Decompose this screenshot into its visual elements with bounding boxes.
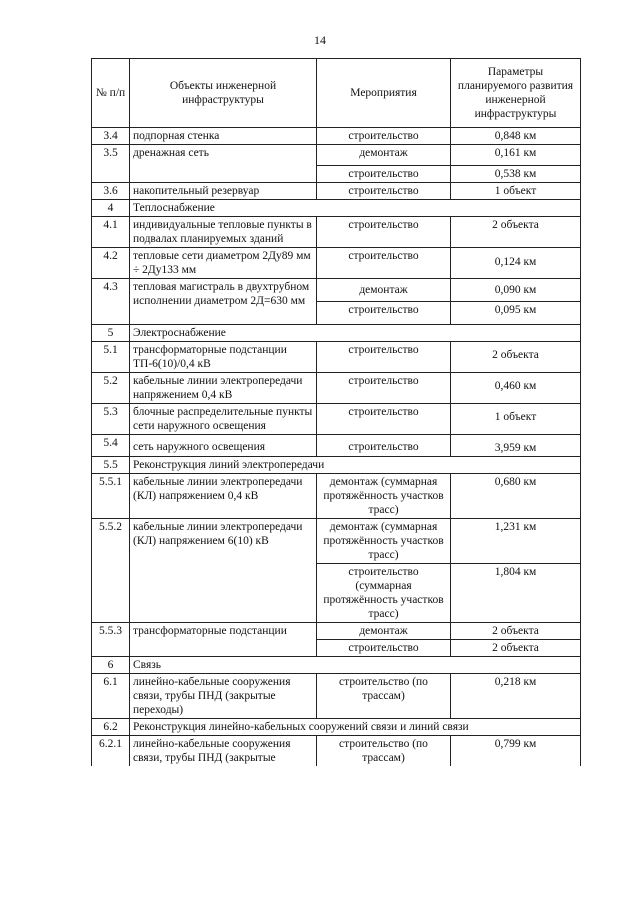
row-param: 2 объекта [451,342,581,373]
section-num: 6 [92,657,130,674]
row-num: 5.3 [92,404,130,435]
table-row [92,435,581,457]
table-row [92,736,581,767]
row-param: 0,799 км [451,736,581,767]
row-param: 0,095 км [451,302,581,325]
row-param: 0,161 км [451,145,581,166]
row-num: 5.4 [92,435,130,457]
row-num: 4.1 [92,217,130,248]
row-num: 3.5 [92,145,130,183]
row-object: подпорная стенка [130,128,317,145]
row-param: 0,680 км [451,474,581,519]
row-param: 0,218 км [451,674,581,719]
table-section-row [92,719,581,736]
row-param: 0,124 км [451,248,581,279]
row-object: кабельные линии электропередачи (КЛ) напряжением 0,4 кВ [130,474,317,519]
table-row [92,248,581,279]
table-row [92,128,581,145]
row-action: строительство [317,248,451,279]
row-action: строительство [317,435,451,457]
table-section-row [92,457,581,474]
table-header-row [92,59,581,128]
section-title: Электроснабжение [130,325,581,342]
row-action: строительство [317,302,451,325]
page-number: 14 [314,33,326,47]
row-object: трансформаторные подстанции [130,623,317,657]
section-title: Связь [130,657,581,674]
row-object: блочные распределительные пункты сети наружного освещения [130,404,317,435]
section-num: 5.5 [92,457,130,474]
infrastructure-table [91,58,581,766]
row-object: линейно-кабельные сооружения связи, трубы ПНД (закрытые переходы) [130,674,317,719]
row-object: кабельные линии электропередачи (КЛ) напряжением 6(10) кВ [130,519,317,623]
row-num: 5.5.2 [92,519,130,623]
row-object: линейно-кабельные сооружения связи, трубы ПНД (закрытые [130,736,317,767]
table-row [92,342,581,373]
table-row [92,217,581,248]
row-action: демонтаж [317,279,451,302]
row-action: строительство [317,217,451,248]
row-action: строительство [317,183,451,200]
row-param: 1,231 км [451,519,581,564]
row-num: 5.2 [92,373,130,404]
row-param: 3,959 км [451,435,581,457]
row-object: сеть наружного освещения [130,435,317,457]
row-num: 5.1 [92,342,130,373]
section-num: 6.2 [92,719,130,736]
row-num: 5.5.3 [92,623,130,657]
row-action: строительство (по трассам) [317,674,451,719]
row-object: тепловая магистраль в двухтрубном исполнении диаметром 2Д=630 мм [130,279,317,325]
row-param: 1 объект [451,404,581,435]
row-num: 6.2.1 [92,736,130,767]
section-title: Реконструкция линий электропередачи [130,457,581,474]
row-param: 0,460 км [451,373,581,404]
table-section-row [92,657,581,674]
section-num: 5 [92,325,130,342]
table-row [92,474,581,519]
header-num: № п/п [92,59,130,128]
row-num: 5.5.1 [92,474,130,519]
row-object: накопительный резервуар [130,183,317,200]
row-num: 3.6 [92,183,130,200]
row-action: демонтаж [317,145,451,166]
row-object: тепловые сети диаметром 2Ду89 мм ÷ 2Ду133 мм [130,248,317,279]
row-num: 3.4 [92,128,130,145]
row-action: демонтаж (суммарная протяжённость участков трасс) [317,519,451,564]
table-row [92,623,581,640]
row-param: 0,848 км [451,128,581,145]
table-row [92,404,581,435]
row-action: строительство [317,166,451,183]
table-row [92,183,581,200]
table-section-row [92,200,581,217]
row-param: 2 объекта [451,217,581,248]
row-param: 2 объекта [451,640,581,657]
row-object: кабельные линии электропередачи напряжением 0,4 кВ [130,373,317,404]
table-row [92,279,581,302]
section-num: 4 [92,200,130,217]
table-row [92,373,581,404]
row-param: 2 объекта [451,623,581,640]
row-num: 4.2 [92,248,130,279]
table-section-row [92,325,581,342]
row-action: строительство [317,128,451,145]
row-action: строительство [317,342,451,373]
row-num: 4.3 [92,279,130,325]
row-param: 0,090 км [451,279,581,302]
row-param: 1,804 км [451,564,581,623]
table-row [92,674,581,719]
row-object: индивидуальные тепловые пункты в подвалах планируемых зданий [130,217,317,248]
row-action: строительство (суммарная протяжённость участков трасс) [317,564,451,623]
row-object: дренажная сеть [130,145,317,183]
header-object: Объекты инженерной инфраструктуры [130,59,317,128]
row-action: демонтаж [317,623,451,640]
row-param: 1 объект [451,183,581,200]
header-params: Параметры планируемого развития инженерной инфраструктуры [451,59,581,128]
section-title: Реконструкция линейно-кабельных сооружений связи и линий связи [130,719,581,736]
row-action: строительство (по трассам) [317,736,451,767]
section-title: Теплоснабжение [130,200,581,217]
row-action: строительство [317,404,451,435]
row-action: демонтаж (суммарная протяжённость участков трасс) [317,474,451,519]
row-action: строительство [317,373,451,404]
table-row [92,145,581,166]
row-param: 0,538 км [451,166,581,183]
header-action: Мероприятия [317,59,451,128]
row-num: 6.1 [92,674,130,719]
row-object: трансформаторные подстанции ТП-6(10)/0,4 кВ [130,342,317,373]
row-action: строительство [317,640,451,657]
table-row [92,519,581,564]
